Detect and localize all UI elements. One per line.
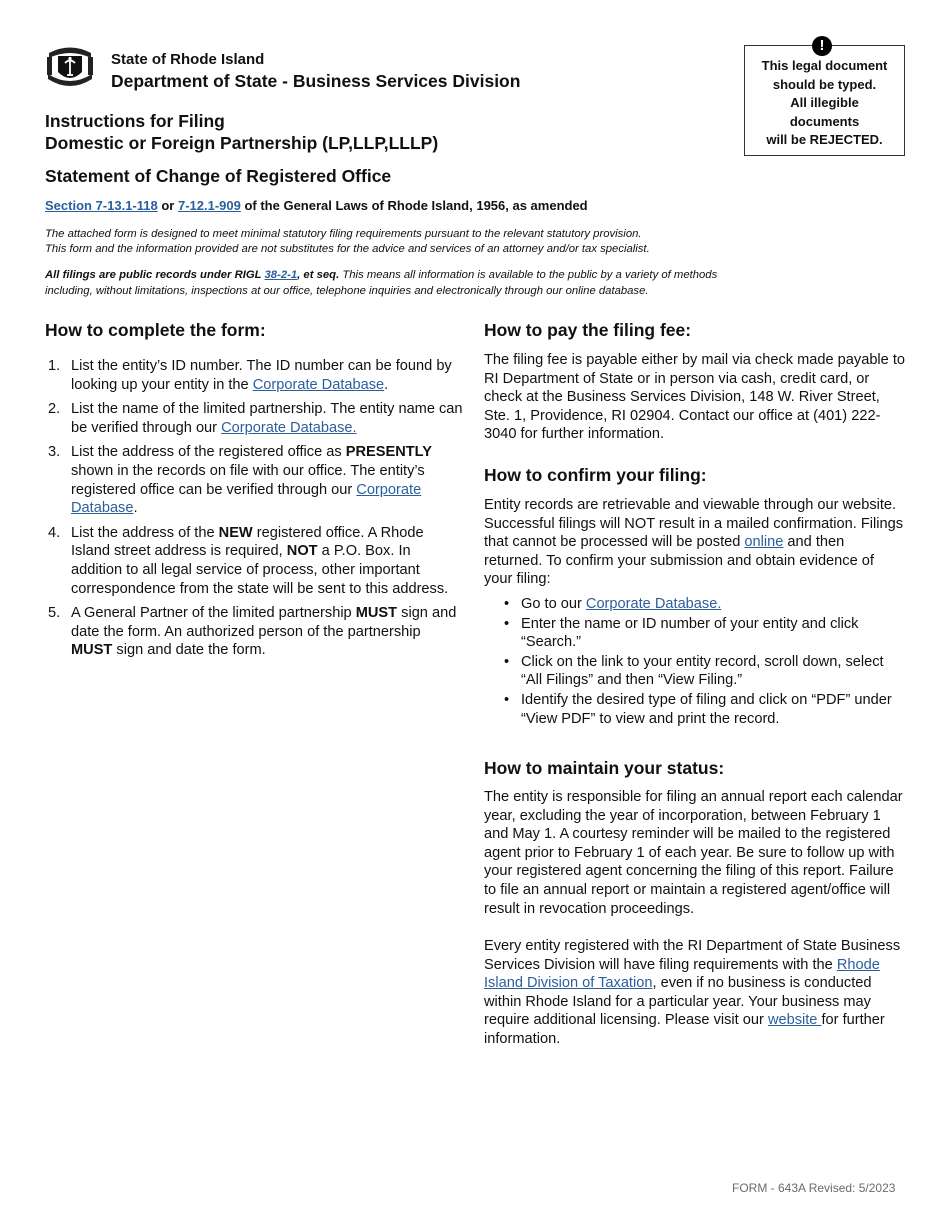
statute-link-7-13-1-118[interactable]: Section 7-13.1-118 [45, 198, 158, 213]
step-text: List the name of the limited partnership. The entity name can be verified through our [71, 401, 463, 436]
public-records-line2: including, without limitations, inspections at our office, telephone inquiries and electronically through our online database. [45, 285, 649, 297]
bullet-text: Enter the name or ID number of your entity and click “Search.” [521, 615, 859, 651]
step-number: 3. [48, 444, 61, 461]
disclaimer-line: This form and the information provided are not substitutes for the advice and services of an attorney and/or tax specialist. [45, 243, 650, 255]
legal-notice-line: will be REJECTED. [766, 132, 883, 147]
list-item [45, 400, 465, 437]
public-records-suffix: , et seq. [297, 269, 340, 281]
statute-reference [45, 198, 588, 213]
exclamation-icon: ! [812, 36, 832, 56]
legal-notice-line: All illegible [790, 95, 859, 110]
list-item [484, 595, 906, 614]
step-text: sign and date the form. An authorized person of the partnership [71, 605, 457, 640]
public-records-notice [45, 267, 905, 299]
state-name: State of Rhode Island [111, 51, 265, 68]
website-link[interactable]: website [767, 1012, 822, 1029]
statute-link-7-12-1-909[interactable]: 7-12.1-909 [177, 198, 241, 213]
pay-text: The filing fee is payable either by mail via check made payable to RI Department of State or in person via cash, credit card, or check at the Business Services Division, 148 W. River Street, Ste. 1, Providence, RI 02904. Contact our office at (401) 222-3040 for further information. [484, 352, 906, 443]
list-item [45, 443, 465, 517]
step-number: 1. [48, 358, 61, 374]
list-item [45, 604, 465, 660]
step-emphasis: MUST [355, 605, 398, 622]
taxation-text [484, 937, 906, 1049]
statute-or: or [157, 198, 178, 213]
bullet-icon: • [504, 615, 510, 632]
step-emphasis: NOT [286, 543, 318, 560]
step-text: . [384, 376, 389, 393]
complete-steps-list [45, 357, 465, 666]
list-item [45, 524, 465, 598]
step-text: . [133, 500, 138, 517]
disclaimer [45, 227, 905, 257]
form-revision-footer: FORM - 643A Revised: 5/2023 [732, 1181, 896, 1195]
corporate-database-link[interactable]: Corporate Database. [585, 596, 722, 612]
step-emphasis: MUST [71, 642, 113, 659]
list-item [45, 357, 465, 394]
taxation-division-link[interactable]: Rhode Island Division of Taxation [484, 956, 880, 992]
confirm-steps-list [484, 595, 906, 729]
step-text: List the address of the registered office as [71, 444, 346, 461]
step-emphasis: NEW [218, 524, 253, 541]
bullet-icon: • [504, 653, 510, 670]
confirm-text [484, 496, 906, 589]
list-item [484, 691, 906, 728]
step-number: 2. [48, 401, 61, 418]
entity-type-title: Domestic or Foreign Partnership (LP,LLP,LLLP) [45, 133, 439, 153]
step-text: shown in the records on file with our office. The entity’s registered office can be verified through our [71, 462, 425, 498]
step-number: 4. [48, 524, 61, 541]
step-number: 5. [48, 605, 61, 622]
legal-notice-box [744, 45, 905, 156]
confirm-heading: How to confirm your filing: [484, 465, 707, 485]
rigl-38-2-1-link[interactable]: 38-2-1 [264, 269, 298, 281]
public-records-prefix: All filings are public records under RIGL [45, 269, 265, 281]
rhode-island-seal-icon [45, 44, 95, 92]
confirm-text-part: Entity records are retrievable and viewable through our website. Successful filings will NOT result in a mailed confirmation. Filings that cannot be processed will be posted [484, 497, 904, 551]
step-text: a P.O. Box. In addition to all legal service of process, other important correspondence from the state will be sent to this address. [71, 543, 449, 597]
step-emphasis: PRESENTLY [345, 444, 432, 461]
taxation-text-part: , even if no business is conducted within Rhode Island for a particular year. Your business may require additional licensing. Please visit our [484, 975, 872, 1029]
public-records-text: This means all information is available to the public by a variety of methods [339, 269, 718, 281]
legal-notice-line: documents [789, 113, 860, 129]
corporate-database-link[interactable]: Corporate Database [252, 376, 385, 393]
confirm-text-part: and then returned. To confirm your submission and obtain evidence of your filing: [484, 534, 874, 588]
bullet-text: Go to our [521, 596, 586, 612]
bullet-text: Identify the desired type of filing and click on “PDF” under “View PDF” to view and print the record. [521, 691, 892, 727]
legal-notice-line: should be typed. [772, 76, 877, 92]
statement-title: Statement of Change of Registered Office [45, 166, 392, 186]
step-text: registered office. A Rhode Island street address is required, [71, 524, 424, 560]
bullet-icon: • [504, 596, 510, 612]
disclaimer-line: The attached form is designed to meet minimal statutory filing requirements pursuant to the relevant statutory provision. [45, 228, 642, 240]
list-item [484, 653, 906, 690]
corporate-database-link[interactable]: Corporate Database [71, 481, 422, 517]
corporate-database-link[interactable]: Corporate Database. [221, 419, 357, 436]
list-item [484, 615, 906, 652]
step-text: List the entity’s ID number. The ID number can be found by looking up your entity in the [71, 358, 452, 393]
instructions-title: Instructions for Filing [45, 111, 225, 131]
maintain-heading: How to maintain your status: [484, 758, 725, 778]
step-text: List the address of the [71, 524, 219, 541]
taxation-text-part: for further information. [484, 1012, 885, 1047]
step-text: A General Partner of the limited partnership [71, 605, 356, 622]
bullet-text: Click on the link to your entity record, scroll down, select “All Filings” and then “View Filing.” [521, 653, 884, 689]
bullet-icon: • [504, 691, 510, 708]
maintain-text: The entity is responsible for filing an annual report each calendar year, excluding the year of incorporation, between February 1 and May 1. A courtesy reminder will be mailed to the registered agent prior to February 1 of each year. Be sure to follow up with your registered agent concerning the filing of this report. Failure to file an annual report or maintain a registered agent/office will result in revocation proceedings. [484, 789, 903, 917]
online-link[interactable]: online [744, 534, 784, 551]
taxation-text-part: Every entity registered with the RI Department of State Business Services Division will have filing requirements with the [484, 938, 901, 973]
step-text: sign and date the form. [112, 642, 266, 659]
statute-rest: of the General Laws of Rhode Island, 1956, as amended [240, 198, 588, 213]
complete-heading: How to complete the form: [45, 320, 266, 340]
department-name: Department of State - Business Services Division [111, 71, 521, 91]
legal-notice-line: This legal document [761, 58, 888, 73]
pay-heading: How to pay the filing fee: [484, 320, 692, 340]
